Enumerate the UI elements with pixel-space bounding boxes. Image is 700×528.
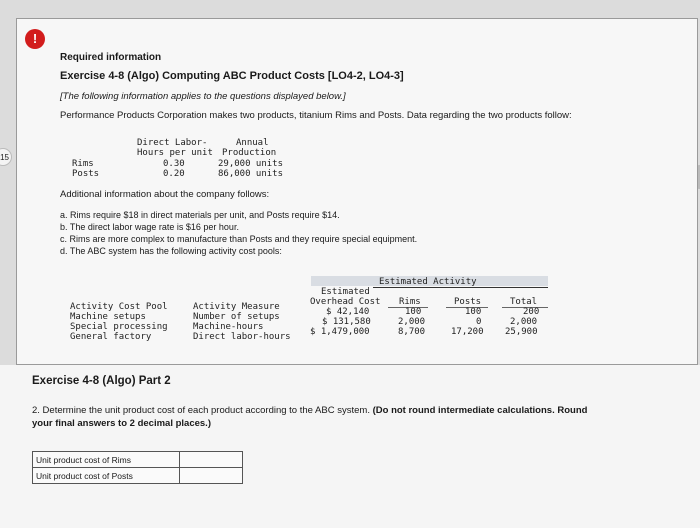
abc-total: 2,000: [510, 317, 538, 327]
problem-description: Performance Products Corporation makes two products, titanium Rims and Posts. Data regarding the two products follow:: [60, 110, 572, 121]
list-item: a. Rims require $18 in direct materials per unit, and Posts require $14.: [60, 210, 340, 220]
abc-rims: 8,700: [398, 327, 426, 337]
product-name: Posts: [72, 169, 100, 179]
additional-heading: Additional information about the company follows:: [60, 189, 270, 200]
abc-posts: 17,200: [451, 327, 484, 337]
measure-header: Activity Measure: [193, 302, 280, 312]
abc-measure: Machine-hours: [193, 322, 264, 332]
group-header-rule: [373, 287, 548, 288]
product-name: Rims: [72, 159, 94, 169]
abc-rims: 100: [405, 307, 422, 317]
rims-cost-input[interactable]: [180, 452, 242, 467]
abc-total: 200: [523, 307, 540, 317]
rims-header: Rims: [399, 297, 421, 307]
part2-title: Exercise 4-8 (Algo) Part 2: [32, 375, 171, 387]
side-tab[interactable]: [0, 148, 12, 166]
question-bold-line2: your final answers to 2 decimal places.): [32, 418, 211, 429]
answer-table: [32, 451, 243, 484]
pool-header: Activity Cost Pool: [70, 302, 168, 312]
posts-cost-input[interactable]: [180, 468, 242, 483]
part2-section: [0, 365, 700, 528]
abc-total: 25,900: [505, 327, 538, 337]
abc-overhead: $ 131,580: [322, 317, 371, 327]
abc-overhead: $ 42,140: [326, 307, 370, 317]
overhead-header-line1: Estimated: [321, 287, 370, 297]
dl-header-line2: Hours per unit: [137, 148, 213, 158]
list-item: b. The direct labor wage rate is $16 per hour.: [60, 222, 239, 232]
list-item: d. The ABC system has the following activity cost pools:: [60, 246, 282, 256]
product-hours: 0.20: [163, 169, 185, 179]
abc-posts: 0: [476, 317, 482, 327]
required-info-heading: Required information: [60, 52, 162, 63]
side-tab-number: 15: [0, 153, 9, 162]
applies-note: [The following information applies to the questions displayed below.]: [60, 91, 346, 102]
alert-icon: !: [25, 29, 45, 49]
rims-cost-cell: [180, 452, 243, 468]
abc-pool: Special processing: [70, 322, 168, 332]
abc-measure: Number of setups: [193, 312, 280, 322]
abc-measure: Direct labor-hours: [193, 332, 291, 342]
question-bold: (Do not round intermediate calculations. Round: [372, 405, 588, 416]
rims-cost-label: Unit product cost of Rims: [33, 452, 180, 468]
abc-group-header: Estimated Activity: [379, 277, 477, 287]
table-row: [33, 468, 243, 484]
question-text: [32, 405, 587, 416]
product-hours: 0.30: [163, 159, 185, 169]
abc-pool: General factory: [70, 332, 152, 342]
exercise-title: Exercise 4-8 (Algo) Computing ABC Product Costs [LO4-2, LO4-3]: [60, 70, 404, 82]
list-item: c. Rims are more complex to manufacture than Posts and they require special equipment.: [60, 234, 418, 244]
dl-header-line1: Direct Labor-: [137, 138, 208, 148]
abc-rims: 2,000: [398, 317, 426, 327]
overhead-header-line2: Overhead Cost: [310, 297, 381, 307]
product-production: 29,000 units: [218, 159, 284, 169]
posts-cost-cell: [180, 468, 243, 484]
abc-posts: 100: [465, 307, 482, 317]
abc-overhead: $ 1,479,000: [310, 327, 370, 337]
product-production: 86,000 units: [218, 169, 284, 179]
abc-pool: Machine setups: [70, 312, 146, 322]
ap-header-line2: Production: [222, 148, 277, 158]
total-header: Total: [510, 297, 538, 307]
table-row: [33, 452, 243, 468]
ap-header-line1: Annual: [236, 138, 269, 148]
question-plain: 2. Determine the unit product cost of each product according to the ABC system.: [32, 405, 370, 416]
posts-header: Posts: [454, 297, 482, 307]
posts-cost-label: Unit product cost of Posts: [33, 468, 180, 484]
